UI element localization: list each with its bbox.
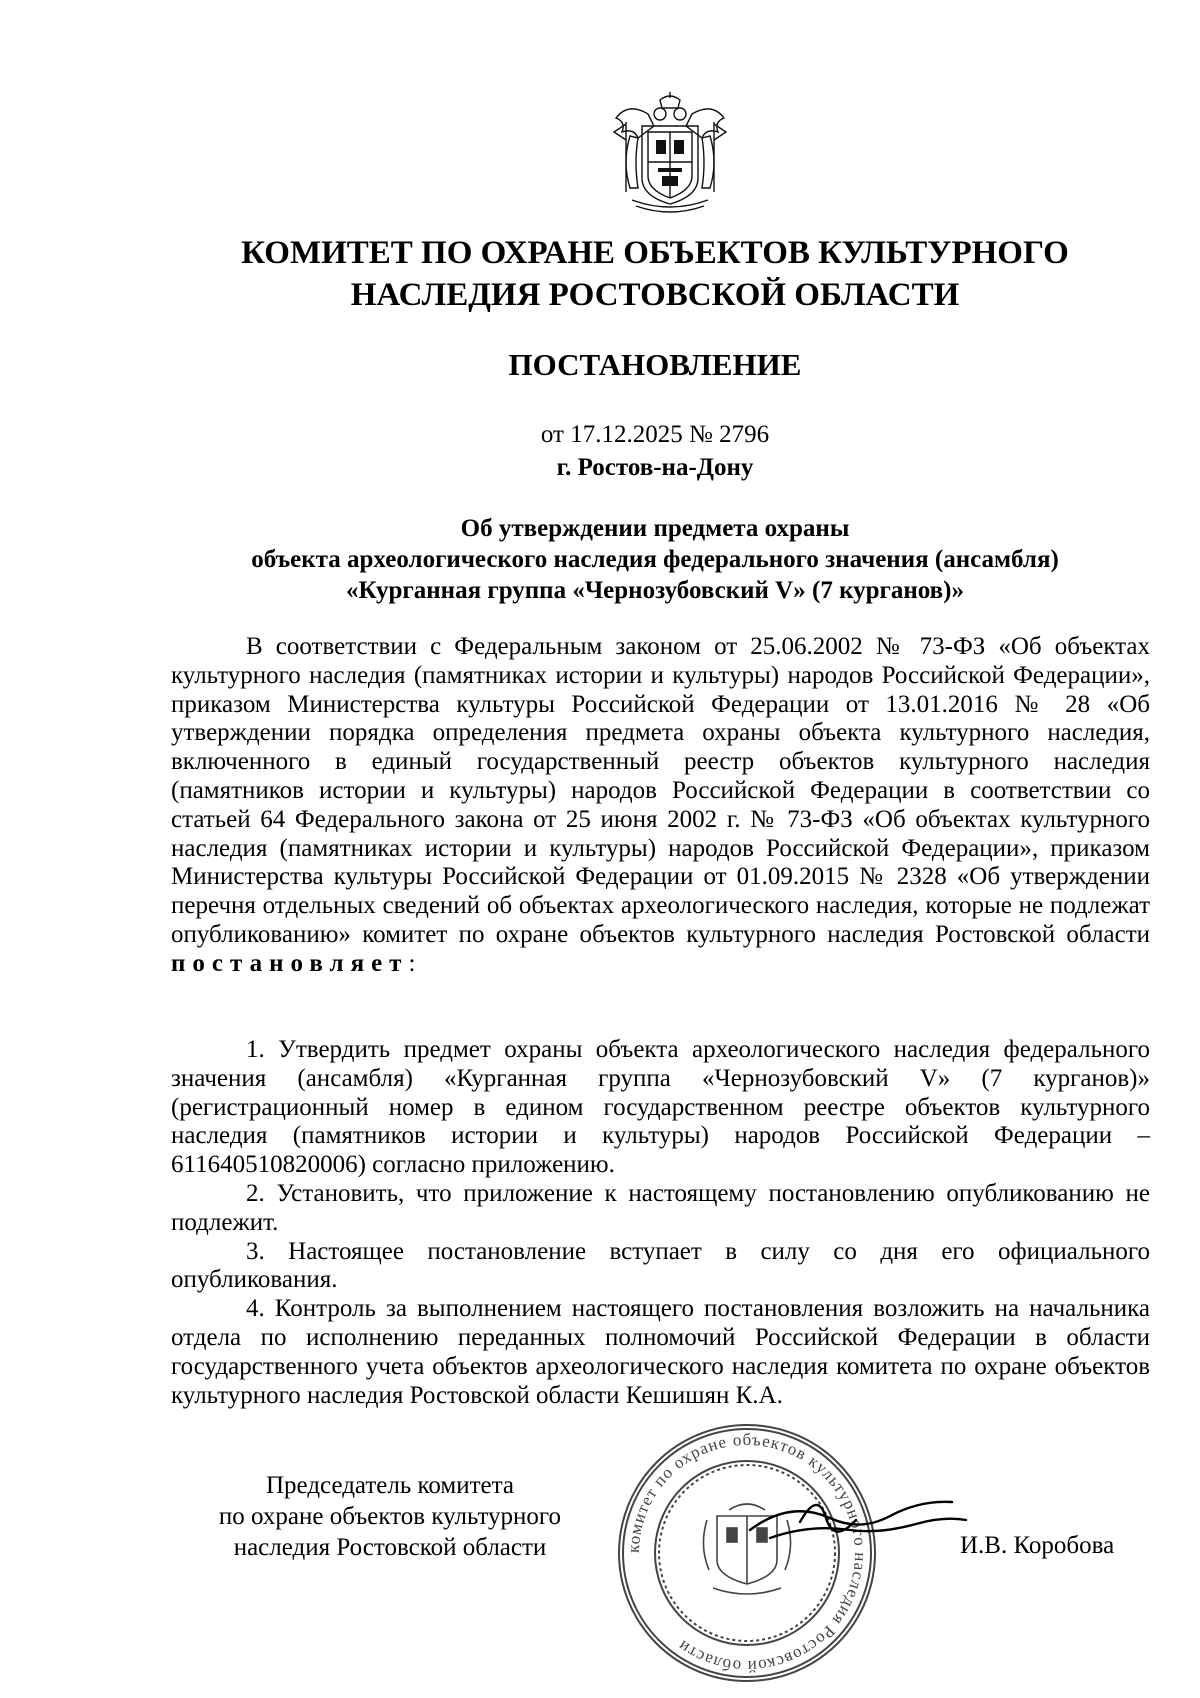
organization-name [160,232,1150,316]
organization-name-line: КОМИТЕТ ПО ОХРАНЕ ОБЪЕКТОВ КУЛЬТУРНОГО [241,235,1069,271]
handwritten-signature [730,1460,970,1580]
resolution-item: 3. Настоящее постановление вступает в силу со дня его официального опубликования. [171,1237,1150,1294]
preamble [171,633,1150,979]
preamble-colon: : [408,949,416,977]
organization-name-line: НАСЛЕДИЯ РОСТОВСКОЙ ОБЛАСТИ [350,277,960,313]
title-line: Об утверждении предмета охраны [460,515,850,542]
coat-of-arms-icon [608,92,732,214]
title-line: объекта археологического наследия федерального значения (ансамбля) [251,546,1059,573]
resolution-item: 1. Утвердить предмет охраны объекта археологического наследия федерального значения (ансамбля) «Курганная группа «Чернозубовский V» (7 курганов)» (регистрационный номер в едином государственном реестре объектов культурного наследия (памятников истории и культуры) народов Российской Федерации – 611640510820006) согласно приложению. [171,1036,1150,1179]
document-type: ПОСТАНОВЛЕНИЕ [508,347,802,382]
resolution-item: 4. Контроль за выполнением настоящего постановления возложить на начальника отдела по исполнению переданных полномочий Российской Федерации в области государственного учета объектов археологического наследия комитета по охране объектов культурного наследия Ростовской области Кешишян К.А. [171,1295,1150,1409]
preamble-text: В соответствии с Федеральным законом от 25.06.2002 № 73-ФЗ «Об объектах культурного наследия (памятниках истории и культуры) народов Российской Федерации», приказом Министерства культуры Российской Федерации от 13.01.2016 № 28 «Об утверждении порядка определения предмета охраны объекта культурного наследия, включенного в единый государственный реестр объектов культурного наследия (памятников истории и культуры) народов Российской Федерации в соответствии со статьей 64 Федерального закона от 25 июня 2002 г. № 73-ФЗ «Об объектах культурного наследия (памятниках истории и культуры) народов Российской Федерации», приказом Министерства культуры Российской Федерации от 01.09.2015 № 2328 «Об утверждении перечня отдельных сведений об объектах археологического наследия, которые не подлежат опубликованию» комитет по охране объектов культурного наследия Ростовской области [171,633,1150,948]
signatory-position-line: по охране объектов культурного [218,1503,562,1530]
signatory-position [180,1470,600,1563]
signatory-position-line: наследия Ростовской области [233,1534,547,1561]
preamble-paragraph [171,633,1150,979]
signatory-position-line: Председатель комитета [266,1472,514,1499]
resolution-items [171,1036,1150,1410]
resolution-item: 2. Установить, что приложение к настоящему постановлению опубликованию не подлежит. [171,1179,1150,1236]
document-title [160,513,1150,606]
document-date-number: от 17.12.2025 № 2796 [540,421,770,448]
title-line: «Курганная группа «Чернозубовский V» (7 курганов)» [346,577,964,604]
signatory-name: И.В. Коробова [960,1532,1115,1559]
stamp-ring-text: комитет по охране объектов культурного наследия Ростовской области [623,1429,871,1677]
document-city: г. Ростов-на-Дону [556,454,754,481]
resolution-verb: постановляет [171,949,409,977]
